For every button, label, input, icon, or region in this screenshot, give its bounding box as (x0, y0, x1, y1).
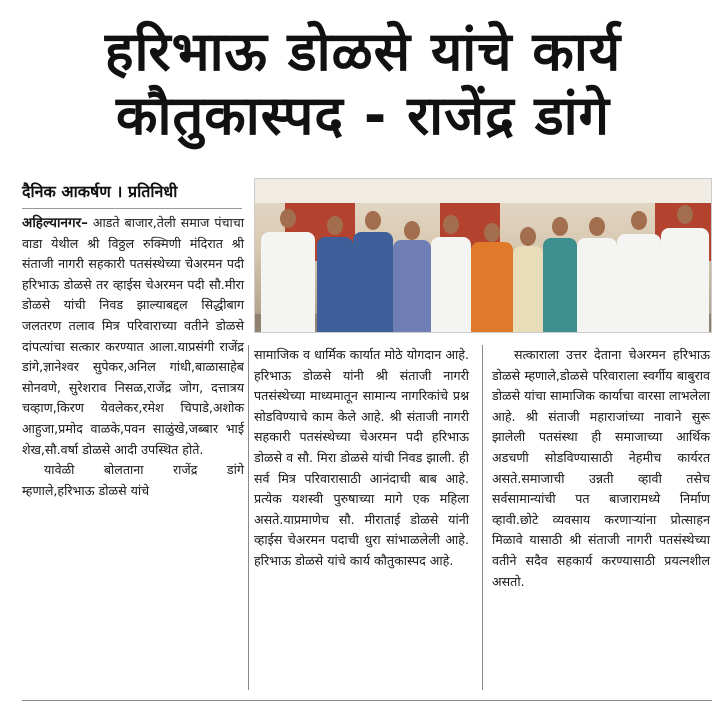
column-divider (248, 345, 249, 690)
bottom-rule (22, 700, 712, 701)
photo-person (617, 234, 661, 332)
photo-person-head (484, 223, 500, 242)
photo-person (513, 246, 543, 332)
photo-person (471, 242, 513, 332)
photo-person-head (365, 211, 381, 230)
photo-person (543, 238, 577, 332)
photo-person-head (589, 217, 605, 236)
photo-person-head (404, 221, 420, 240)
photo-person (431, 237, 471, 332)
article-paragraph: सत्काराला उत्तर देताना चेअरमन हरिभाऊ डोळसे म्हणाले,डोळसे परिवाराला स्वर्गीय बाबुराव डोळसे यांचा सामाजिक कार्याचा वारसा लाभलेला आहे. श्री संताजी महाराजांच्या नावाने सुरू झालेली पतसंस्था ही समाजाच्या आर्थिक अडचणी सोडविण्यासाठी नेहमीच कार्यरत असते.समाजाची उन्नती व्हावी तसेच सर्वसामान्यांची पत बाजारामध्ये निर्माण व्हावी.छोटे व्यवसाय करणाऱ्यांना प्रोत्साहन मिळावे यासाठी श्री संताजी नागरी पतसंस्थेच्या वतीने सदैव सहकार्य करण्यासाठी प्रयत्नशील असतो. (492, 347, 710, 589)
photo-person-head (327, 216, 343, 235)
photo-person-head (677, 205, 693, 224)
article-place: अहिल्यानगर– (22, 215, 88, 231)
photo-person-head (552, 217, 568, 236)
photo-person (353, 232, 393, 332)
photo-person (661, 228, 709, 332)
photo-person-head (631, 211, 647, 230)
article-paragraph: यावेळी बोलताना राजेंद्र डांगे म्हणाले,हरिभाऊ डोळसे यांचे (22, 462, 244, 498)
headline-line-1: हरिभाऊ डोळसे यांचे कार्य (104, 20, 622, 83)
article-paragraph (22, 213, 244, 460)
event-photo (254, 178, 712, 333)
headline (0, 20, 726, 148)
article-text: आडते बाजार,तेली समाज पंचाचा वाडा येथील श्री विठ्ठल रुक्मिणी मंदिरात श्री संताजी नागरी सहकारी पतसंस्थेच्या चेअरमन पदी हरिभाऊ डोळसे तर व्हाईस चेअरमन पदी सौ.मीरा डोळसे यांची निवड झाल्याबद्दल सिद्धीबाग जलतरण तलाव मित्र परिवाराच्या वतीने डोळसे दांपत्यांचा सत्कार करण्यात आला.याप्रसंगी राजेंद्र डांगे,ज्ञानेश्वर सुपेकर,अनिल गांधी,बाळासाहेब सोनवणे, सुरेशराव निसळ,राजेंद्र जोग, दत्तात्रय चव्हाण,किरण येवलेकर,रमेश चिपाडे,अशोक आहुजा,प्रमोद वाळके,पवन साळुंखे,जब्बार भाई शेख,सौ.वर्षा डोळसे आदी उपस्थित होते. (22, 215, 244, 457)
article-column-3 (492, 345, 710, 592)
photo-person-head (280, 209, 296, 228)
article-column-2 (254, 345, 469, 572)
photo-person (577, 238, 617, 332)
photo-person (261, 232, 315, 332)
photo-person-head (520, 227, 536, 246)
photo-person (393, 240, 431, 332)
photo-person-head (443, 215, 459, 234)
article-column-1 (22, 213, 244, 501)
headline-line-2: कौतुकास्पद - राजेंद्र डांगे (116, 84, 610, 147)
byline: दैनिक आकर्षण । प्रतिनिधी (22, 180, 242, 209)
column-divider (482, 345, 483, 690)
photo-person (317, 237, 353, 332)
article-paragraph: सामाजिक व धार्मिक कार्यात मोठे योगदान आहे. हरिभाऊ डोळसे यांनी श्री संताजी नागरी पतसंस्थेच्या माध्यमातून सामान्य नागरिकांचे प्रश्न सोडविण्याचे काम केले आहे. श्री संताजी नागरी सहकारी पतसंस्थेच्या चेअरमन पदी हरिभाऊ डोळसे व सौ. मिरा डोळसे यांची निवड झाली. ही सर्व मित्र परिवारासाठी आनंदाची बाब आहे. प्रत्येक यशस्वी पुरुषाच्या मागे एक महिला असते.याप्रमाणेच सौ. मीराताई डोळसे यांनी व्हाईस चेअरमन पदाची धुरा सांभाळलेली आहे. हरिभाऊ डोळसे यांचे कार्य कौतुकास्पद आहे. (254, 347, 469, 568)
photo-wall (255, 179, 711, 203)
